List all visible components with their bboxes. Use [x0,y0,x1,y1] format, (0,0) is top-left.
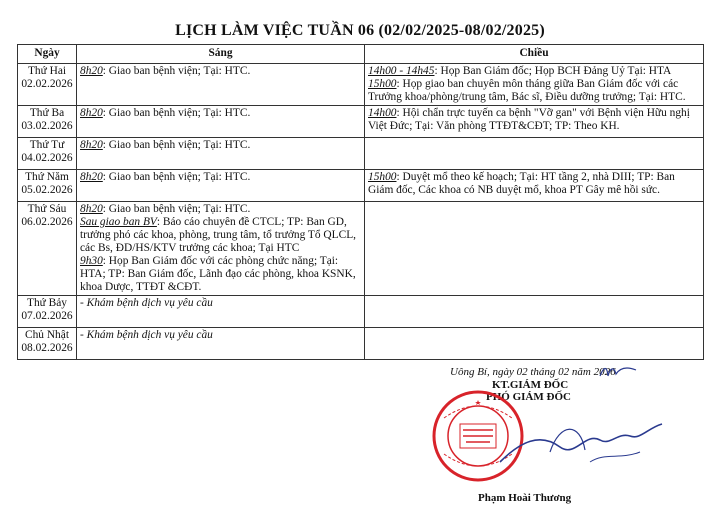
handwritten-signature-icon [490,402,670,482]
entry-text: : Giao ban bệnh viện; Tại: HTC. [102,171,251,183]
table-row [18,170,704,202]
signer-name: Phạm Hoài Thương [478,492,572,504]
day-name: Thứ Bảy [26,297,68,309]
morning-cell [77,138,365,170]
entry-time: 8h20 [80,65,103,77]
table-row [18,64,704,106]
signature-block [420,362,700,507]
table-row [18,328,704,360]
day-date: 07.02.2026 [21,310,73,322]
day-cell [18,296,77,328]
morning-cell [77,202,365,296]
place-date: Uông Bí, ngày 02 tháng 02 năm 2026 [450,366,616,378]
day-name: Chủ Nhật [25,329,69,341]
day-cell [18,170,77,202]
afternoon-cell [365,64,704,106]
afternoon-cell [365,328,704,360]
header-morning: Sáng [77,45,365,64]
afternoon-cell [365,138,704,170]
table-row [18,138,704,170]
schedule-entry [80,65,361,78]
table-row [18,202,704,296]
entry-time: 8h20 [80,203,103,215]
schedule-table [17,44,704,360]
entry-time: 8h20 [80,107,103,119]
afternoon-cell [365,202,704,296]
entry-time: 15h00 [368,78,397,90]
schedule-entry [80,171,361,184]
day-name: Thứ Sáu [27,203,67,215]
entry-time: 8h20 [80,139,103,151]
entry-text: : Duyệt mổ theo kế hoạch; Tại: HT tầng 2, nhà DIII; TP: Ban Giám đốc, Các khoa có NB duyệt mổ, khoa PT Gây mê hồi sức. [368,171,675,196]
day-name: Thứ Tư [29,139,65,151]
morning-cell [77,64,365,106]
day-cell [18,64,77,106]
entry-text: : Giao ban bệnh viện; Tại: HTC. [102,139,251,151]
entry-text: : Họp Ban Giám đốc; Họp BCH Đảng Uỷ Tại: HTA [434,65,672,77]
entry-text: : Giao ban bệnh viện; Tại: HTC. [102,107,251,119]
signer-role-secondary: PHÓ GIÁM ĐỐC [486,391,571,403]
entry-text: : Giao ban bệnh viện; Tại: HTC. [102,203,251,215]
schedule-entry [368,107,700,133]
entry-time: 8h20 [80,171,103,183]
entry-time: 9h30 [80,255,103,267]
schedule-entry [80,216,361,255]
schedule-entry [80,139,361,152]
entry-time: 14h00 [368,107,397,119]
day-name: Thứ Hai [27,65,67,77]
afternoon-cell [365,106,704,138]
day-cell [18,106,77,138]
schedule-entry [368,65,700,78]
morning-cell [77,296,365,328]
schedule-entry [80,255,361,294]
day-date: 08.02.2026 [21,342,73,354]
afternoon-cell [365,296,704,328]
morning-cell [77,170,365,202]
entry-text: : Hội chẩn trực tuyến ca bệnh "Vỡ gan" với Bệnh viện Hữu nghị Việt Đức; Tại: Văn phòng TTĐT&CĐT; TP: Theo KH. [368,107,690,132]
day-cell [18,328,77,360]
entry-text: : Họp Ban Giám đốc với các phòng chức năng; Tại: HTA; TP: Ban Giám đốc, Lãnh đạo các phòng, khoa KSNK, khoa Dược, TTĐT &CĐT. [80,255,356,293]
header-day: Ngày [18,45,77,64]
initial-mark-icon [598,362,638,382]
day-cell [18,202,77,296]
entry-time: 14h00 - 14h45 [368,65,435,77]
entry-time: Sau giao ban BV [80,216,157,228]
day-date: 03.02.2026 [21,120,73,132]
entry-text: : Giao ban bệnh viện; Tại: HTC. [102,65,251,77]
day-date: 02.02.2026 [21,78,73,90]
entry-time: 15h00 [368,171,397,183]
table-header-row [18,45,704,64]
morning-cell [77,328,365,360]
signer-role-primary: KT.GIÁM ĐỐC [492,379,569,391]
day-date: 04.02.2026 [21,152,73,164]
schedule-entry [80,203,361,216]
schedule-note: - Khám bệnh dịch vụ yêu cầu [80,329,213,341]
schedule-note: - Khám bệnh dịch vụ yêu cầu [80,297,213,309]
afternoon-cell [365,170,704,202]
schedule-entry [80,107,361,120]
day-date: 06.02.2026 [21,216,73,228]
schedule-entry [368,78,700,104]
day-name: Thứ Ba [29,107,65,119]
morning-cell [77,106,365,138]
day-name: Thứ Năm [25,171,69,183]
header-afternoon: Chiều [365,45,704,64]
day-cell [18,138,77,170]
entry-text: : Báo cáo chuyên đề CTCL; TP: Ban GD, trưởng phó các khoa, phòng, trung tâm, tổ trưởng Tổ QLCL, các Bs, ĐD/HS/KTV trưởng các khoa; Tại HTC [80,216,357,254]
table-row [18,296,704,328]
table-row [18,106,704,138]
schedule-entry [368,171,700,197]
entry-text: : Họp giao ban chuyên môn tháng giữa Ban Giám đốc với các Trưởng khoa/phòng/trung tâm, Bác sĩ, Điều dưỡng trưởng; Tại: HTC. [368,78,686,103]
page-title: LỊCH LÀM VIỆC TUẦN 06 (02/02/2025-08/02/2025) [175,22,545,39]
day-date: 05.02.2026 [21,184,73,196]
